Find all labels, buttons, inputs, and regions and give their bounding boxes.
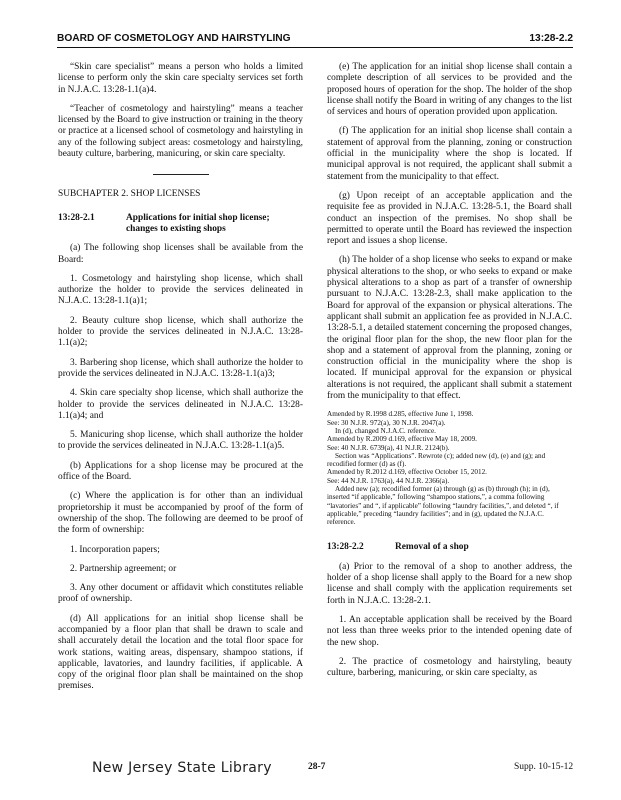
list-item: 2. The practice of cosmetology and hairstyling, beauty culture, barbering, manicuring, or skin care specialty, as [327, 656, 572, 679]
amendment-history [327, 410, 572, 526]
list-item: 5. Manicuring shop license, which shall authorize the holder to provide the services delineated in N.J.A.C. 13:28-1.1(a)5. [58, 430, 303, 452]
list-item: 1. An acceptable application shall be received by the Board not less than three weeks prior to the intended opening date of the new shop. [327, 614, 572, 648]
list-item: 1. Cosmetology and hairstyling shop license, which shall authorize the holder to provide the services delineated in N.J.A.C. 13:28-1.1(a)1; [58, 273, 303, 307]
header-section-number: 13:28-2.2 [529, 33, 573, 44]
history-line: Amended by R.2009 d.169, effective May 18, 2009. [327, 435, 477, 444]
history-line: Added new (a); recodified former (a) through (g) as (b) through (h); in (d), inserted “if applicable,” following “shampoo stations,”, a comma following “lavatories” and “, if applicable” following “laundry facilities,”, and deleted “, if applicable,” preceding “laundry facilities”; and in (g), updated the N.J.A.C. reference. [327, 484, 559, 527]
supplement-date: Supp. 10-15-12 [514, 762, 574, 772]
list-item: 2. Partnership agreement; or [70, 563, 177, 574]
paragraph-f: (f) The application for an initial shop license shall contain a statement of approval from the planning, zoning or construction official in the municipality where the shop is located. If municipal approval is not required, the applicant shall submit a statement from the municipality to that effect. [327, 126, 572, 182]
history-line: In (d), changed N.J.A.C. reference. [335, 426, 436, 435]
paragraph-d: (d) All applications for an initial shop license shall be accompanied by a floor plan that shall be drawn to scale and shall accurately detail the location and the total floor space for work stations, waiting areas, dispensary, shampoo stations, if applicable, lavatories, and laundry facilities, if applicable. A copy of the original floor plan shall be maintained on the shop premises. [58, 613, 303, 692]
paragraph-g: (g) Upon receipt of an acceptable application and the requisite fee as provided in N.J.A.C. 13:28-5.1, the Board shall conduct an inspection of the premises. No shop shall be permitted to operate until the Board has reviewed the inspection report and issues a shop license. [327, 190, 572, 247]
paragraph-h: (h) The holder of a shop license who seeks to expand or make physical alterations to the shop, or who seeks to expand or make physical alterations to a shop as part of a transfer of ownership pursuant to N.J.A.C. 13:28-2.3, shall make application to the Board for approval of the expansion or physical alterations. The applicant shall submit an application fee as provided in N.J.A.C. 13:28-5.1, a detailed statement concerning the proposed changes, the original floor plan for the shop, the new floor plan for the shop and a statement of approval from the planning, zoning or construction official in the municipality where the shop is located. If municipal approval for the expansion or physical alterations is not required, the applicant shall submit a statement from the municipality to that effect. [327, 255, 572, 402]
section-number: 13:28-2.1 [58, 212, 95, 223]
list-item: 3. Barbering shop license, which shall authorize the holder to provide the services delineated in N.J.A.C. 13:28-1.1(a)3; [58, 357, 303, 379]
section-number: 13:28-2.2 [327, 542, 364, 553]
history-line: See: 30 N.J.R. 972(a), 30 N.J.R. 2047(a). [327, 418, 446, 427]
definition-teacher: “Teacher of cosmetology and hairstyling” means a teacher licensed by the Board to give instruction or training in the theory or practice at a licensed school of cosmetology and hairstyling in any of the following subject areas: cosmetology and hairstyling, beauty culture, barbering, manicuring, or skin care specialty. [58, 103, 303, 160]
list-item: 4. Skin care specialty shop license, which shall authorize the holder to provide the services delineated in N.J.A.C. 13:28-1.1(a)4; and [58, 388, 303, 421]
history-line: Amended by R.2012 d.169, effective October 15, 2012. [327, 468, 487, 477]
section-heading [327, 542, 572, 553]
header-title: BOARD OF COSMETOLOGY AND HAIRSTYLING [57, 33, 291, 44]
library-watermark: New Jersey State Library [92, 760, 272, 776]
running-header [57, 33, 573, 48]
list-item: 3. Any other document or affidavit which constitutes reliable proof of ownership. [58, 583, 303, 605]
history-line: Section was “Applications”. Rewrote (c); added new (d), (e) and (g); and recodified former (d) as (f). [327, 451, 546, 469]
section-title: Removal of a shop [395, 542, 469, 553]
paragraph-b: (b) Applications for a shop license may be procured at the office of the Board. [58, 460, 303, 483]
right-column [327, 62, 572, 687]
paragraph-a: (a) Prior to the removal of a shop to another address, the holder of a shop license shall apply to the Board for a new shop license and shall comply with the application requirements set forth in N.J.A.C. 13:28-2.1. [327, 561, 572, 606]
paragraph-e: (e) The application for an initial shop license shall contain a complete description of all services to be provided and the proposed hours of operation for the shop. The holder of the shop license shall notify the Board in writing of any changes to the list of services and hours of operation provided upon application. [327, 62, 572, 118]
paragraph-a: (a) The following shop licenses shall be available from the Board: [58, 243, 303, 265]
history-line: See: 44 N.J.R. 1763(a), 44 N.J.R. 2366(a). [327, 476, 450, 485]
list-item: 2. Beauty culture shop license, which shall authorize the holder to provide the services delineated in N.J.A.C. 13:28-1.1(a)2; [58, 315, 303, 349]
section-title: Applications for initial shop license; changes to existing shops [126, 212, 270, 234]
section-divider [153, 174, 209, 175]
paragraph-c: (c) Where the application is for other than an individual proprietorship it must be accompanied by proof of the form of ownership of the shop. The following are deemed to be proof of the form of ownership: [58, 491, 303, 536]
page-number: 28-7 [308, 762, 326, 772]
history-line: Amended by R.1998 d.285, effective June 1, 1998. [327, 410, 474, 419]
history-line: See: 40 N.J.R. 6739(a), 41 N.J.R. 2124(b). [327, 443, 450, 452]
left-column [58, 62, 303, 701]
list-item: 1. Incorporation papers; [70, 544, 160, 555]
subchapter-heading: SUBCHAPTER 2. SHOP LICENSES [58, 189, 201, 200]
definition-skin-care-specialist: “Skin care specialist” means a person who holds a limited license to perform only the skin care specialty services set forth in N.J.A.C. 13:28-1.1(a)4. [58, 62, 303, 95]
section-heading [58, 213, 303, 236]
